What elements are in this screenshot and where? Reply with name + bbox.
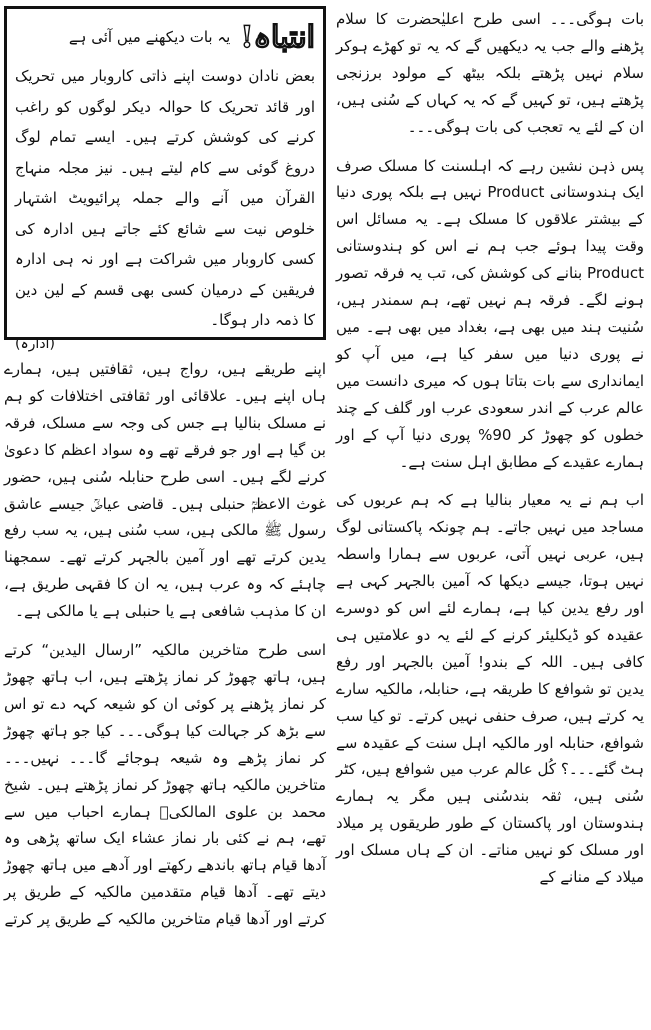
left-column bbox=[4, 356, 326, 933]
paragraph: اپنے طریقے ہیں، رواج ہیں، ثقافتیں ہیں، ہمارے ہاں اپنے ہیں۔ علاقائی اور ثقافتی اختلافات کو ہم نے مسلک بنالیا ہے جس کی وجہ سے مسلک، فرقہ بن گیا ہے اور جو فرقے تھے وہ سواد اعظم کا دعویٰ کرنے لگے ہیں۔ اسی طرح حنابلہ سُنی ہیں، حضور غوث الاعظمؒ حنبلی ہیں۔ قاضی عیاضؒ جیسے عاشق رسول ﷺ مالکی ہیں، سب سُنی ہیں، یہ سب رفع یدین کرتے تھے اور آمین بالجہر کرتے تھے۔ سمجھنا چاہئے کہ وہ عرب ہیں، یہ ان کا فقہی طریق ہے، ان کا مذہب شافعی ہے یا حنبلی ہے یا مالکی ہے۔ bbox=[4, 360, 326, 621]
paragraph: اسی طرح متاخرین مالکیہ ”ارسال الیدین“ کرتے ہیں، ہاتھ چھوڑ کر نماز پڑھتے ہیں، اب ہاتھ چھوڑ کر نماز پڑھنے پر کوئی ان کو شیعہ کہہ دے تو اس سے بڑھ کر جہالت کیا ہوگی۔۔۔ کیا جو ہاتھ چھوڑ کر نماز پڑھے وہ شیعہ ہوجائے گا۔۔۔ نہیں۔۔۔ متاخرین مالکیہ ہاتھ چھوڑ کر نماز پڑھتے ہیں۔ شیخ محمد بن علوی المالکیؒ ہمارے احباب میں سے تھے، ہم نے کئی بار نماز عشاء ایک ساتھ پڑھی وہ آدھا قیام ہاتھ باندھے رکھتے اور آدھے میں ہاتھ چھوڑ دیتے تھے۔ آدھا قیام متقدمین مالکیہ کے طریق پر کرتے اور آدھا قیام متاخرین مالکیہ کے طریق پر کرتے bbox=[4, 641, 326, 929]
notice-header bbox=[15, 15, 315, 59]
right-column bbox=[336, 6, 644, 891]
notice-signature: (ادارہ) bbox=[15, 335, 55, 352]
notice-title: انتباہ! bbox=[240, 19, 315, 55]
notice-box bbox=[4, 6, 326, 352]
notice-body: بعض نادان دوست اپنے ذاتی کاروبار میں تحریک اور قائد تحریک کا حوالہ دیکر لوگوں کو راغب کرنے کی کوشش کرتے ہیں۔ ایسے تمام لوگ دروغ گوئی سے کام لیتے ہیں۔ نیز مجلہ منہاج القرآن میں آنے والے جملہ پرائیویٹ اشتہار خلوص نیت سے شائع کئے جاتے ہیں ادارہ کی کسی کاروبار میں شراکت ہے اور نہ ہی ادارہ فریقین کے درمیان کسی بھی قسم کے لین دین کا ذمہ دار ہوگا۔ bbox=[15, 67, 315, 329]
paragraph: پس ذہن نشین رہے کہ اہلسنت کا مسلک صرف ایک ہندوستانی Product نہیں ہے بلکہ پوری دنیا کے بیشتر علاقوں کا مسلک ہے۔ یہ مسائل اس وقت پیدا ہوئے جب ہم نے اس کو ہندوستانی Product بنانے کی کوشش کی، تب یہ فرقہ تصور ہونے لگے۔ فرقہ ہم نہیں تھے، ہم سمندر ہیں، سُنیت ہند میں بھی ہے، بغداد میں بھی ہے۔ میں نے پوری دنیا میں سفر کیا ہے، میں آپ کو ایمانداری سے بات بتاتا ہوں کہ میری دانست میں عالم عرب کے اندر سعودی عرب اور گلف کے چند خطوں کو چھوڑ کر 90% پوری دنیا آپ کے اور ہمارے عقیدے کے مطابق اہل سنت ہے۔ bbox=[336, 156, 645, 471]
notice-subtitle: یہ بات دیکھنے میں آئی ہے bbox=[68, 28, 231, 46]
paragraph: اب ہم نے یہ معیار بنالیا ہے کہ ہم عربوں کی مساجد میں نہیں جاتے۔ ہم چونکہ پاکستانی لوگ ہیں، عربی نہیں آتی، عربوں سے ہمارا واسطہ نہیں ہوتا، جیسے دیکھا کہ آمین بالجہر کہی ہے اور رفع یدین کیا ہے، ہمارے لئے اس کو دوسرے عقیدہ کو ڈیکلیئر کرنے کے لئے یہ دو علامتیں ہی کافی ہیں۔ اللہ کے بندو! آمین بالجہر اور رفع یدین تو شوافع کا طریقہ ہے، حنابلہ، مالکیہ سارے یہ کرتے ہیں، صرف حنفی نہیں کرتے۔ تو کیا سب شوافع، حنابلہ اور مالکیہ اہل سنت کے عقیدہ سے ہٹ گئے۔۔۔؟ کُل عالم عرب میں شوافع ہیں، کٹر سُنی ہیں، ثقہ بندسُنی ہیں مگر یہ ہمارے ہندوستان اور پاکستان کے طور طریقوں پر میلاد اور مسلک کو نہیں مناتے۔ ان کے ہاں مسلک اور میلاد کے منانے کے bbox=[336, 491, 644, 887]
paragraph: بات ہوگی۔۔۔ اسی طرح اعلیٰحضرت کا سلام پڑھنے والے جب یہ دیکھیں گے کہ یہ تو کھڑے ہوکر سلام نہیں پڑھتے بلکہ بیٹھ کے مولود برزنجی پڑھتے ہیں، تو کہیں گے کہ یہ کہاں کے سُنی ہیں، ان کے لئے یہ تعجب کی بات ہوگی۔۔۔ bbox=[336, 10, 644, 136]
